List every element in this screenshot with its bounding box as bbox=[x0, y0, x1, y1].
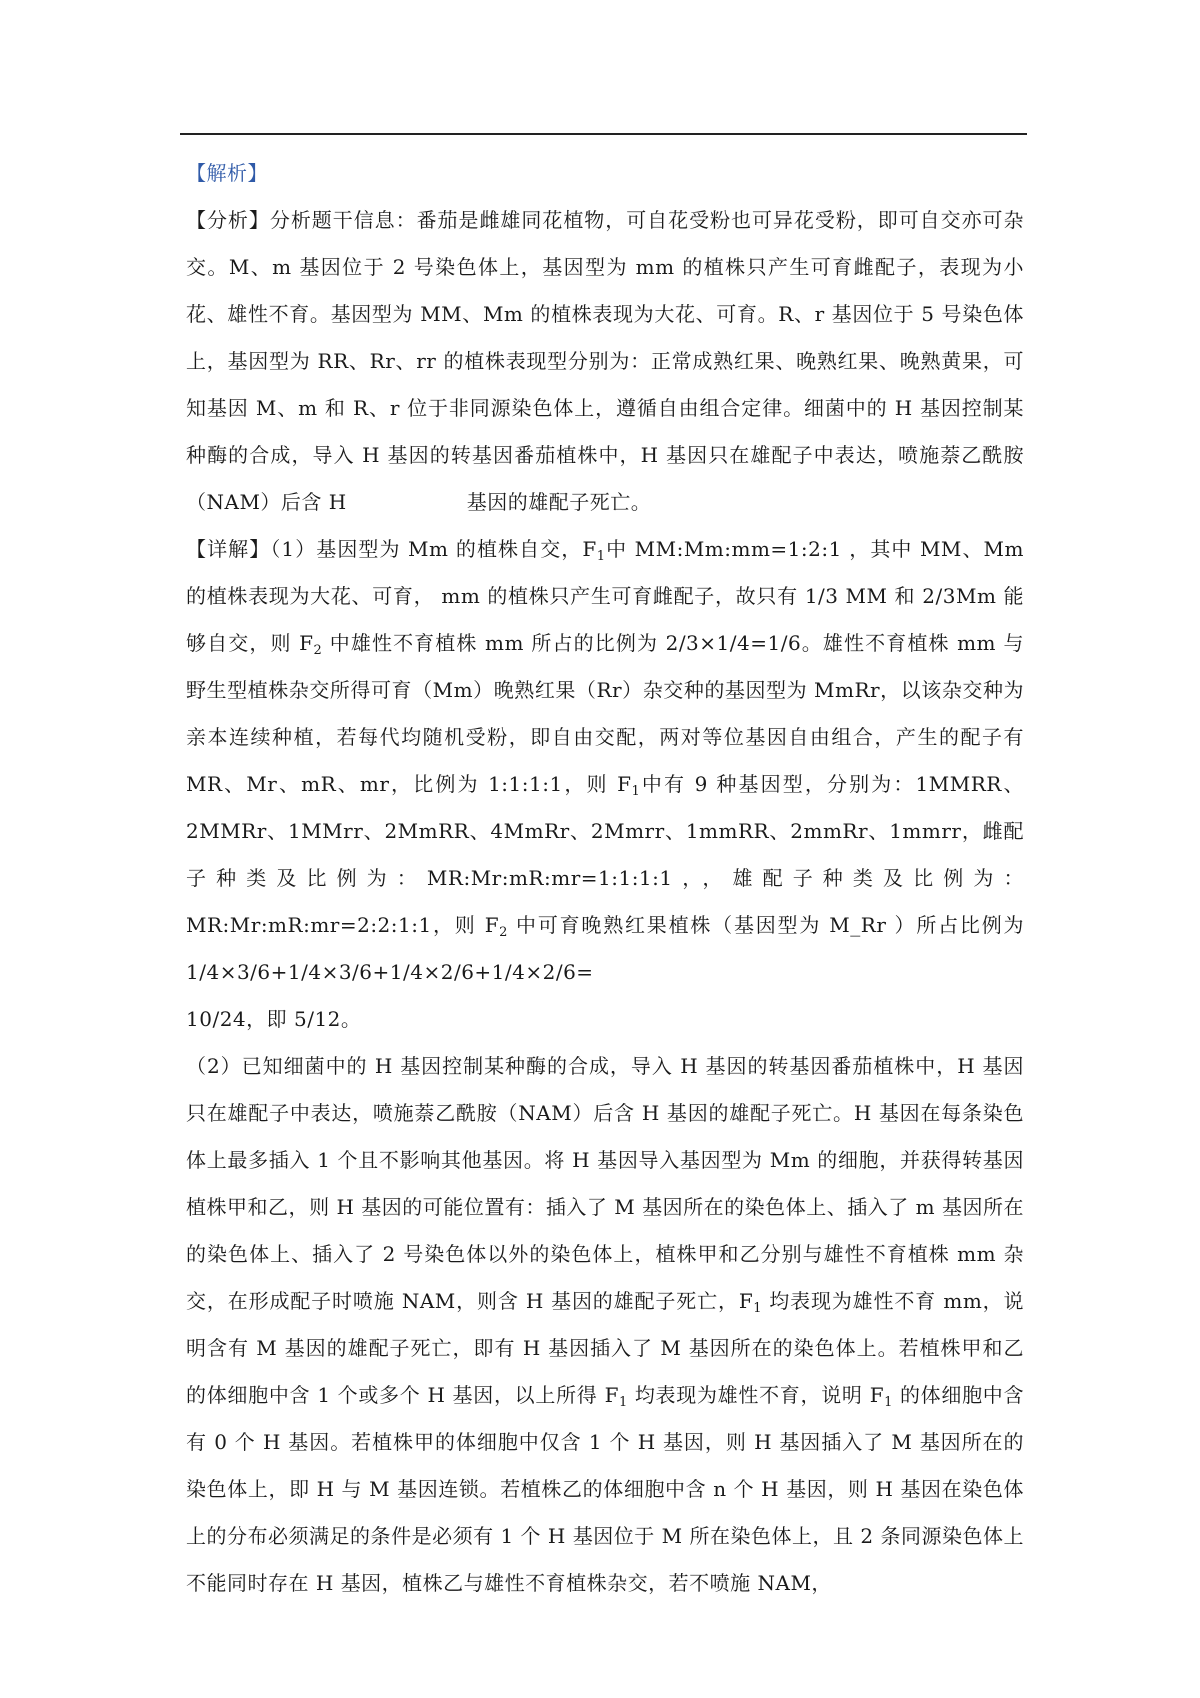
text-run: 中雄性不育植株 mm 所占的比例为 2/3×1/4=1/6。雄性不育植株 mm 与野生型植株杂交所得可育（Mm）晚熟红果（Rr）杂交种的基因型为 MmRr，以该杂交种为亲本连续种植，若每代均随机受粉，即自由交配，两对等位基因自由组合，产生的配子有 MR、Mr、mR、mr，比例为 1:1:1:1，则 F bbox=[186, 631, 1024, 796]
subscript: 1 bbox=[884, 1395, 893, 1410]
text-run: 中可育晚熟红果植株（基因型为 M_Rr ）所占比例为 1/4×3/6+1/4×3/6+1/4×2/6+1/4×2/6= bbox=[186, 913, 1025, 984]
subscript: 1 bbox=[618, 1395, 628, 1410]
analysis-paragraph bbox=[186, 197, 1024, 526]
analysis-label: 【分析】 bbox=[186, 208, 270, 232]
subscript: 1 bbox=[753, 1301, 763, 1316]
answer-body bbox=[186, 150, 1024, 1607]
subscript: 1 bbox=[631, 784, 641, 799]
section-tag: 【解析】 bbox=[186, 161, 268, 185]
text-run: 均表现为雄性不育，说明 F bbox=[627, 1383, 885, 1407]
subscript: 2 bbox=[499, 925, 508, 940]
section-heading bbox=[186, 150, 1024, 197]
text-run: 中有 9 种基因型，分别为：1MMRR、2MMRr、1MMrr、2MmRR、4MmRr、2Mmrr、1mmRR、2mmRr、1mmrr，雌配子种类及比例为：MR:Mr:mR:mr=1:1:1:1，，雄配子种类及比例为：MR:Mr:mR:mr=2:2:1:1，则 F bbox=[186, 772, 1024, 937]
text-run: 中 MM:Mm:mm=1:2:1 ，其中 MM、Mm 的植株表现为大花、可育， mm 的植株只产生可育雌配子，故只有 1/3 MM 和 2/3Mm 能够自交，则 F bbox=[186, 537, 1024, 655]
detail-paragraph-2 bbox=[186, 1043, 1024, 1607]
detail-label: 【详解】 bbox=[186, 537, 271, 561]
text-run: （2）已知细菌中的 H 基因控制某种酶的合成，导入 H 基因的转基因番茄植株中，H 基因只在雄配子中表达，喷施萘乙酰胺（NAM）后含 H 基因的雄配子死亡。H 基因在每条染色体上最多插入 1 个且不影响其他基因。将 H 基因导入基因型为 Mm 的细胞，并获得转基因植株甲和乙，则 H 基因的可能位置有：插入了 M 基因所在的染色体上、插入了 m 基因所在的染色体上、插入了 2 号染色体以外的染色体上，植株甲和乙分别与雄性不育植株 mm 杂交，在形成配子时喷施 NAM，则含 H 基因的雄配子死亡，F bbox=[186, 1054, 1024, 1313]
header-rule bbox=[180, 133, 1027, 135]
text-run: 的体细胞中含有 0 个 H 基因。若植株甲的体细胞中仅含 1 个 H 基因，则 H 基因插入了 M 基因所在的染色体上，即 H 与 M 基因连锁。若植株乙的体细胞中含 n 个 H 基因，则 H 基因在染色体上的分布必须满足的条件是必须有 1 个 H 基因位于 M 所在染色体上，且 2 条同源染色体上不能同时存在 H 基因，植株乙与雄性不育植株杂交，若不喷施 NAM， bbox=[186, 1383, 1024, 1595]
text-run: 均表现为雄性不育 mm，说明含有 M 基因的雄配子死亡，即有 H 基因插入了 M 基因所在的染色体上。若植株甲和乙的体细胞中含 1 个或多个 H 基因，以上所得 F bbox=[186, 1289, 1025, 1407]
subscript: 1 bbox=[596, 549, 606, 564]
subscript: 2 bbox=[313, 643, 323, 658]
detail-paragraph-1-end: 10/24，即 5/12。 bbox=[186, 1007, 362, 1031]
analysis-text: 分析题干信息：番茄是雌雄同花植物，可自花受粉也可异花受粉，即可自交亦可杂交。M、m 基因位于 2 号染色体上，基因型为 mm 的植株只产生可育雌配子，表现为小花、雄性不育。基因型为 MM、Mm 的植株表现为大花、可育。R、r 基因位于 5 号染色体上，基因型为 RR、Rr、rr 的植株表现型分别为：正常成熟红果、晚熟红果、晚熟黄果，可知基因 M、m 和 R、r 位于非同源染色体上，遵循自由组合定律。细菌中的 H 基因控制某种酶的合成，导入 H 基因的转基因番茄植株中，H 基因只在雄配子中表达，喷施萘乙酰胺（NAM）后含 H bbox=[186, 208, 1025, 514]
detail-paragraph-1 bbox=[186, 526, 1024, 996]
analysis-text-end: 基因的雄配子死亡。 bbox=[466, 490, 652, 514]
text-run: （1）基因型为 Mm 的植株自交，F bbox=[270, 537, 597, 561]
